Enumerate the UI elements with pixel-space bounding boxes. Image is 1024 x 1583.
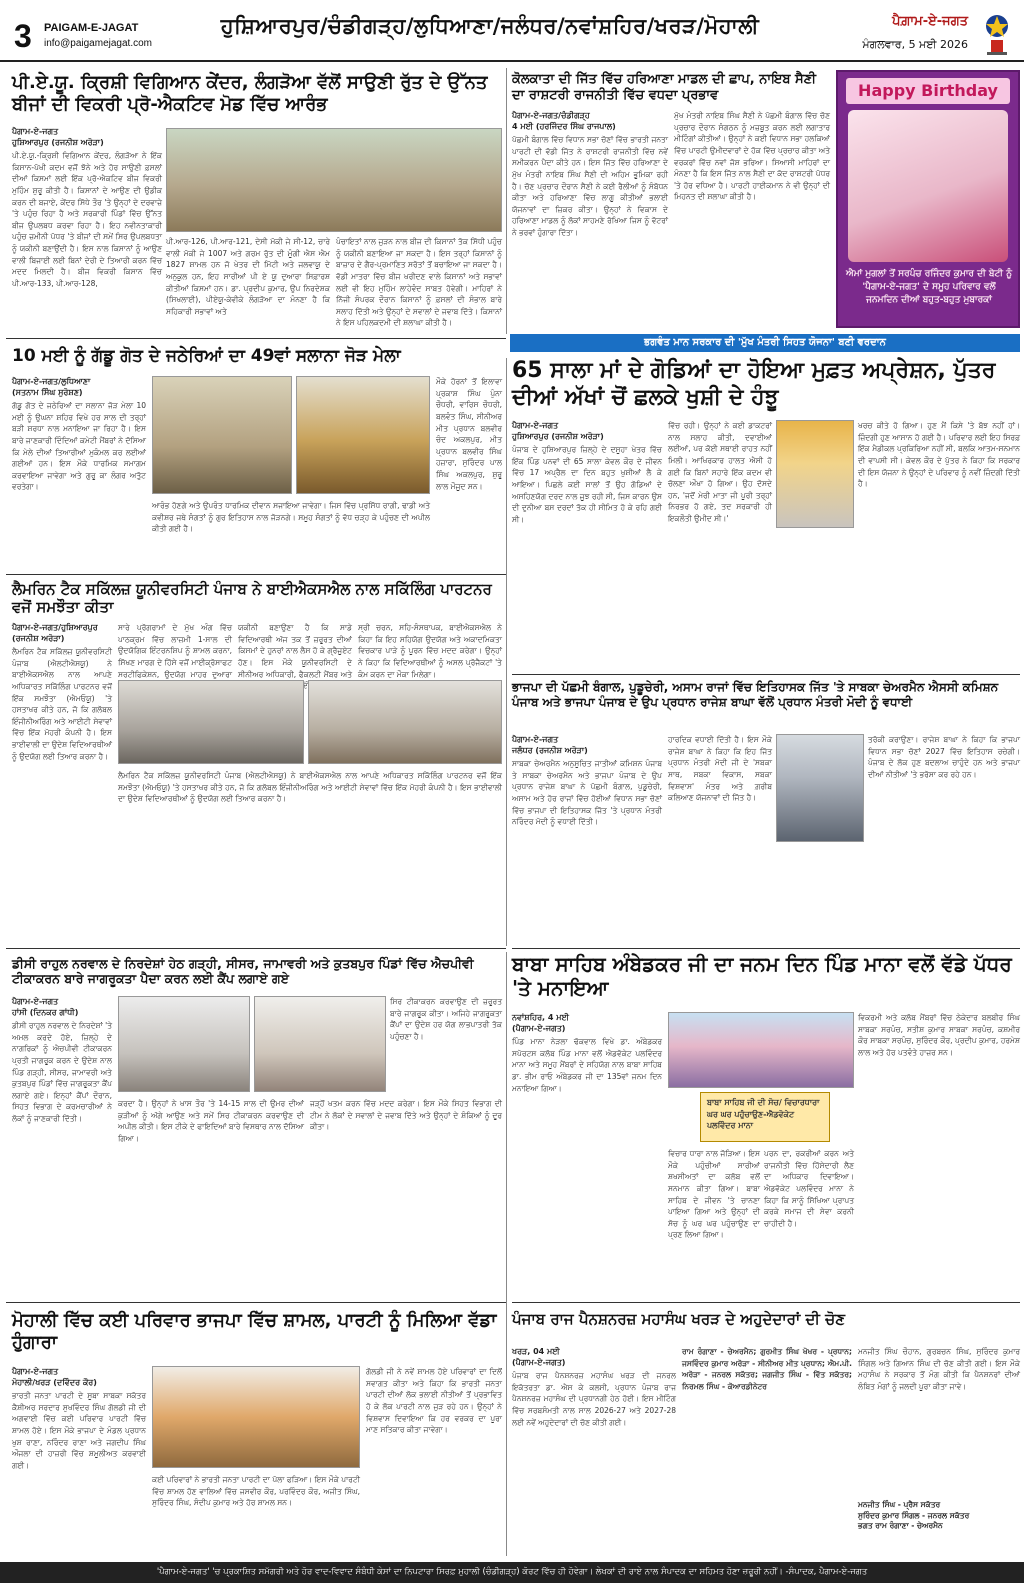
- gaddu-text-col1: ਗੱਡੂ ਗੋਤ ਦੇ ਜਠੇਰਿਆਂ ਦਾ ਸਲਾਨਾ ਜੋੜ ਮੇਲਾ 10 ਮਈ ਨੂੰ ਉਘਨਾ ਸ਼ਹਿਰ ਵਿਖੇ ਹਰ ਸਾਲ ਦੀ ਤਰ੍ਹਾਂ ਬੜੀ ਸ਼ਰਧਾ ਨਾਲ ਮਨਾਇਆ ਜਾ ਰਿਹਾ ਹੈ। ਇਸ ਬਾਰੇ ਜਾਣਕਾਰੀ ਦਿੰਦਿਆਂ ਕਮੇਟੀ ਮੈਂਬਰਾਂ ਨੇ ਦੱਸਿਆ ਕਿ ਮੇਲੇ ਦੀਆਂ ਤਿਆਰੀਆਂ ਮੁਕੰਮਲ ਕਰ ਲਈਆਂ ਗਈਆਂ ਹਨ। ਇਸ ਮੌਕੇ ਧਾਰਮਿਕ ਸਮਾਗਮ ਕਰਵਾਇਆ ਜਾਵੇਗਾ ਅਤੇ ਗੁਰੂ ਕਾ ਲੰਗਰ ਅਤੁੱਟ ਵਰਤੇਗਾ।: [12, 401, 146, 492]
- ambedkar-photo: [668, 1012, 854, 1088]
- logo-text: ਪੈਗ਼ਾਮ-ਏ-ਜਗਤ: [892, 14, 968, 29]
- dc-camp-headline: ਡੀਸੀ ਰਾਹੁਲ ਨਰਵਾਲ ਦੇ ਨਿਰਦੇਸ਼ਾਂ ਹੇਠ ਗੜ੍ਹੀ, ਸੀਸਰ, ਜਾਮਾਵਰੀ ਅਤੇ ਕੁਤਬਪੁਰ ਪਿੰਡਾਂ ਵਿੱਚ ਐਚਪੀਵੀ ਟੀਕਾਕਰਨ ਬਾਰੇ ਜਾਗਰੂਕਤਾ ਪੈਦਾ ਕਰਨ ਲਈ ਕੈਂਪ ਲਗਾਏ ਗਏ: [12, 956, 474, 987]
- operation-text-col2: ਵਿੱਚ ਰਹੀ। ਉਨ੍ਹਾਂ ਨੇ ਕਈ ਡਾਕਟਰਾਂ ਨਾਲ ਸਲਾਹ ਕੀਤੀ, ਦਵਾਈਆਂ ਲਈਆਂ, ਪਰ ਕੋਈ ਸਥਾਈ ਰਾਹਤ ਨਹੀਂ ਮਿਲੀ। ਆਖਿਰਕਾਰ ਹਾਲਤ ਐਸੀ ਹੋ ਗਈ ਕਿ ਬਿਨਾਂ ਸਹਾਰੇ ਇੱਕ ਕਦਮ ਵੀ ਚੱਲਣਾ ਔਖਾ ਹੋ ਗਿਆ। ਉਹ ਦੱਸਦੇ ਹਨ, 'ਜਦੋਂ ਮੇਰੀ ਮਾਤਾ ਜੀ ਪੂਰੀ ਤਰ੍ਹਾਂ ਨਿਰਭਰ ਹੋ ਗਏ, ਤਦ ਸਰਕਾਰੀ ਹੀ ਇਕਲੌਤੀ ਉਮੀਦ ਸੀ।': [668, 421, 772, 523]
- mohali-text-col1: ਭਾਰਤੀ ਜਨਤਾ ਪਾਰਟੀ ਦੇ ਸੂਬਾ ਸਾਬਕਾ ਸਕੱਤਰ ਕੈਸ਼ੀਅਰ ਸਰਦਾਰ ਸੁਖਵਿੰਦਰ ਸਿੰਘ ਗੋਲਡੀ ਜੀ ਦੀ ਅਗਵਾਈ ਵਿੱਚ ਕਈ ਪਰਿਵਾਰ ਪਾਰਟੀ ਵਿੱਚ ਸ਼ਾਮਲ ਹੋਏ। ਇਸ ਮੌਕੇ ਭਾਜਪਾ ਦੇ ਮੰਡਲ ਪ੍ਰਧਾਨ ਖੁਸ਼ ਰਾਣਾ, ਨਰਿੰਦਰ ਰਾਣਾ ਅਤੇ ਜਗਦੀਪ ਸਿੰਘ ਔਜਲਾ ਦੀ ਹਾਜ਼ਰੀ ਵਿੱਚ ਸ਼ਮੂਲੀਅਤ ਕਰਵਾਈ ਗਈ।: [12, 1391, 146, 1470]
- lamrin-headline: ਲੈਮਰਿਨ ਟੈਕ ਸਕਿੱਲਜ਼ ਯੂਨੀਵਰਸਿਟੀ ਪੰਜਾਬ ਨੇ ਬਾਈਐਕਸਐਲ ਨਾਲ ਸਕਿੱਲਿੰਗ ਪਾਰਟਨਰ ਵਜੋਂ ਸਮਝੌਤਾ ਕੀਤਾ: [12, 580, 492, 617]
- section-divider: [512, 674, 1020, 675]
- dc-camp-text-col3: ਜੜ੍ਹੋਂ ਖਤਮ ਕਰਨ ਵਿੱਚ ਮਦਦ ਕਰੇਗਾ। ਇਸ ਮੌਕੇ ਸਿਹਤ ਵਿਭਾਗ ਦੀ ਟੀਮ ਨੇ ਲੋਕਾਂ ਦੇ ਸਵਾਲਾਂ ਦੇ ਜਵਾਬ ਦਿੱਤੇ ਅਤੇ ਉਨ੍ਹਾਂ ਦੇ ਸ਼ੰਕਿਆਂ ਨੂੰ ਦੂਰ ਕੀਤਾ।: [310, 1099, 502, 1132]
- pensioners-signatories: ਮਨਜੀਤ ਸਿੰਘ - ਪ੍ਰੈਸ ਸਕੱਤਰ ਸੁਰਿੰਦਰ ਕੁਮਾਰ ਸਿੰਗਲ - ਜਨਰਲ ਸਕੱਤਰ ਭਗਤ ਰਾਮ ਰੰਗਾਣਾ - ਚੇਅਰਮੈਨ: [858, 1500, 970, 1530]
- mohali-headline: ਮੋਹਾਲੀ ਵਿੱਚ ਕਈ ਪਰਿਵਾਰ ਭਾਜਪਾ ਵਿੱਚ ਸ਼ਾਮਲ, ਪਾਰਟੀ ਨੂੰ ਮਿਲਿਆ ਵੱਡਾ ਹੁੰਗਾਰਾ: [12, 1310, 497, 1353]
- lamrin-photo-1: [118, 680, 304, 764]
- lamrin-text-col4: ਸ੍ਰੀ ਚਰਨ, ਸਹਿ-ਸੰਸਥਾਪਕ, ਬਾਈਐਕਸਐਲ ਨੇ ਕਿਹਾ ਕਿ ਇਹ ਸਹਿਯੋਗ ਉਦਯੋਗ ਅਤੇ ਅਕਾਦਮਿਕਤਾ ਵਿਚਕਾਰ ਪਾੜੇ ਨੂੰ ਪੂਰਨ ਵਿੱਚ ਮਦਦ ਕਰੇਗਾ। ਉਨ੍ਹਾਂ ਨੇ ਕਿਹਾ ਕਿ ਵਿਦਿਆਰਥੀਆਂ ਨੂੰ ਅਸਲ ਪ੍ਰੋਜੈਕਟਾਂ 'ਤੇ ਕੰਮ ਕਰਨ ਦਾ ਮੌਕਾ ਮਿਲੇਗਾ।: [358, 623, 502, 679]
- pensioners-byline: ਖਰੜ, 04 ਮਈ (ਪੈਗਾਮ-ਏ-ਜਗਤ): [512, 1347, 566, 1368]
- gaddu-text-col3: ਮੌਕੇ ਹੋਰਨਾਂ ਤੋਂ ਇਲਾਵਾ ਪ੍ਰਕਾਸ਼ ਸਿੰਘ ਪੁੰਨਾ ਚੌਧਰੀ, ਵਾਰਿਸ ਚੌਧਰੀ, ਬਲਵੰਤ ਸਿੰਘ, ਸੀਨੀਅਰ ਮੀਤ ਪ੍ਰਧਾਨ ਬਲਵੀਰ ਚੰਦ ਅਕਲਪੁਰ, ਮੀਤ ਪ੍ਰਧਾਨ ਬਲਵੀਰ ਸਿੰਘ ਹਜ਼ਾਰਾ, ਸੁਰਿੰਦਰ ਪਾਲ ਸਿੰਘ ਅਕਲਪੁਰ, ਸ਼ੁਰੂ ਲਾਲ ਮੌਜੂਦ ਸਨ।: [436, 377, 502, 491]
- operation-text-col3: ਖਰਚ ਕੀਤੇ ਹੋ ਗਿਆ। ਹੁਣ ਮੈਂ ਕਿਸੇ 'ਤੇ ਬੋਝ ਨਹੀਂ ਹਾਂ। ਜ਼ਿੰਦਗੀ ਹੁਣ ਆਸਾਨ ਹੋ ਗਈ ਹੈ। ਪਰਿਵਾਰ ਲਈ ਇਹ ਸਿਰਫ਼ ਇੱਕ ਮੈਡੀਕਲ ਪ੍ਰਕਿਰਿਆ ਨਹੀਂ ਸੀ, ਬਲਕਿ ਆਤਮ-ਸਨਮਾਨ ਦੀ ਵਾਪਸੀ ਸੀ। ਕੇਵਲ ਕੌਰ ਦੇ ਪੁੱਤਰ ਨੇ ਕਿਹਾ ਕਿ ਸਰਕਾਰ ਦੀ ਇਸ ਯੋਜਨਾ ਨੇ ਉਨ੍ਹਾਂ ਦੇ ਪਰਿਵਾਰ ਨੂੰ ਨਵੀਂ ਜ਼ਿੰਦਗੀ ਦਿੱਤੀ ਹੈ।: [858, 421, 1020, 489]
- pau-text-col2: ਪੀ.ਆਰ-126, ਪੀ.ਆਰ-121, ਦੇਸੀ ਮੱਕੀ ਜੇ ਸੀ-12, ਚਾਰੇ ਵਾਲੀ ਮੱਕੀ ਜੇ 1007 ਅਤੇ ਗਰਮ ਰੁੱਤ ਦੀ ਮੂੰਗੀ ਐਸ ਐਮ 1827 ਸ਼ਾਮਲ ਹਨ ਜੋ ਖੇਤਰ ਦੀ ਮਿੱਟੀ ਅਤੇ ਜਲਵਾਯੂ ਦੇ ਅਨੁਕੂਲ ਹਨ, ਇਹ ਸਾਰੀਆਂ ਪੀ ਏ ਯੂ ਦੁਆਰਾ ਸਿਫ਼ਾਰਸ਼ ਕੀਤੀਆਂ ਕਿਸਮਾਂ ਹਨ। ਡਾ. ਪ੍ਰਦੀਪ ਕੁਮਾਰ, ਉਪ ਨਿਰਦੇਸ਼ਕ (ਸਿਖਲਾਈ), ਪੀਏਯੂ-ਕੇਵੀਕੇ ਲੰਗੜੋਆ ਦਾ ਮੰਨਣਾ ਹੈ ਕਿ ਸਹਿਕਾਰੀ ਸਭਾਵਾਂ ਅਤੇ: [166, 237, 330, 316]
- dc-camp-text-col1: ਡੀਸੀ ਰਾਹੁਲ ਨਰਵਾਲ ਦੇ ਨਿਰਦੇਸ਼ਾਂ 'ਤੇ ਅਮਲ ਕਰਦੇ ਹੋਏ, ਜ਼ਿਲ੍ਹੇ ਦੇ ਨਾਗਰਿਕਾਂ ਨੂੰ ਐਚਪੀਵੀ ਟੀਕਾਕਰਨ ਪ੍ਰਤੀ ਜਾਗਰੂਕ ਕਰਨ ਦੇ ਉਦੇਸ਼ ਨਾਲ ਪਿੰਡ ਗੜ੍ਹੀ, ਸੀਸਰ, ਜਾਮਾਵਰੀ ਅਤੇ ਕੁਤਬਪੁਰ ਪਿੰਡਾਂ ਵਿੱਚ ਜਾਗਰੂਕਤਾ ਕੈਂਪ ਲਗਾਏ ਗਏ। ਇਨ੍ਹਾਂ ਕੈਂਪਾਂ ਦੌਰਾਨ, ਸਿਹਤ ਵਿਭਾਗ ਦੇ ਕਰਮਚਾਰੀਆਂ ਨੇ ਲੋਕਾਂ ਨੂੰ ਜਾਣਕਾਰੀ ਦਿੱਤੀ।: [12, 1021, 112, 1123]
- section-divider: [6, 1302, 506, 1303]
- pensioners-office-list: ਰਾਮ ਰੰਗਾਣਾ - ਚੇਅਰਮੈਨ; ਗੁਰਮੀਤ ਸਿੰਘ ਖੋਖਰ - ਪ੍ਰਧਾਨ; ਜਸਵਿੰਦਰ ਕੁਮਾਰ ਅਰੋੜਾ - ਸੀਨੀਅਰ ਮੀਤ ਪ੍ਰਧਾਨ; ਐਮ.ਪੀ. ਅਰੋੜਾ - ਜਨਰਲ ਸਕੱਤਰ; ਜਗਜੀਤ ਸਿੰਘ - ਵਿੱਤ ਸਕੱਤਰ; ਨਿਰਮਲ ਸਿੰਘ - ਕੋਆਰਡੀਨੇਟਰ: [682, 1347, 852, 1391]
- mohali-byline: ਪੈਗਾਮ-ਏ-ਜਗਤ ਮੋਹਾਲੀ/ਖਰੜ (ਦਵਿੰਦਰ ਕੌਰ): [12, 1367, 97, 1388]
- section-divider: [512, 948, 1020, 949]
- lamrin-photo-2: [308, 680, 502, 764]
- ambedkar-text-col2: ਵਿਚਾਰ ਧਾਰਾ ਨਾਲ ਜੋੜਿਆ। ਇਸ ਮੌਕੇ ਪਹੁੰਚੀਆਂ ਸਾਰੀਆਂ ਸ਼ਖਸੀਅਤਾਂ ਦਾ ਕਲੱਬ ਵਲੋਂ ਸਨਮਾਨ ਕੀਤਾ ਗਿਆ। ਬਾਬਾ ਸਾਹਿਬ ਦੇ ਜੀਵਨ 'ਤੇ ਚਾਨਣਾ ਪਾਇਆ ਗਿਆ ਅਤੇ ਉਨ੍ਹਾਂ ਦੀ ਸੋਚ ਨੂੰ ਘਰ ਘਰ ਪਹੁੰਚਾਉਣ ਦਾ ਪ੍ਰਣ ਲਿਆ ਗਿਆ।: [668, 1149, 760, 1240]
- masthead: [0, 0, 1024, 62]
- legal-footer: 'ਪੈਗਾਮ-ਏ-ਜਗਤ' 'ਚ ਪ੍ਰਕਾਸ਼ਿਤ ਸਮੱਗਰੀ ਅਤੇ ਹੋਰ ਵਾਦ-ਵਿਵਾਦ ਸੰਬੰਧੀ ਕੇਸਾਂ ਦਾ ਨਿਪਟਾਰਾ ਸਿਰਫ਼ ਮੁਹਾਲੀ (ਚੰਡੀਗੜ੍ਹ) ਕੋਰਟ ਵਿੱਚ ਹੀ ਹੋਵੇਗਾ। ਲੇਖਕਾਂ ਦੀ ਰਾਏ ਨਾਲ ਸੰਪਾਦਕ ਦਾ ਸਹਿਮਤ ਹੋਣਾ ਜ਼ਰੂਰੀ ਨਹੀਂ। -ਸੰਪਾਦਕ, ਪੈਗਾਮ-ਏ-ਜਗਤ: [0, 1562, 1024, 1583]
- pau-photo: [166, 128, 502, 232]
- section-divider: [6, 574, 506, 575]
- newspaper-emblem-icon: [978, 10, 1016, 56]
- dc-camp-photo-1: [118, 996, 250, 1092]
- gaddu-headline: 10 ਮਈ ਨੂੰ ਗੱਡੂ ਗੋਤ ਦੇ ਜਠੇਰਿਆਂ ਦਾ 49ਵਾਂ ਸਲਾਨਾ ਜੋੜ ਮੇਲਾ: [12, 346, 401, 366]
- gaddu-text-col2: ਆਰੰਭ ਹੋਣਗੇ ਅਤੇ ਉਪਰੰਤ ਧਾਰਮਿਕ ਦੀਵਾਨ ਸਜਾਇਆ ਜਾਵੇਗਾ। ਜਿਸ ਵਿੱਚ ਪ੍ਰਸਿੱਧ ਰਾਗੀ, ਢਾਡੀ ਅਤੇ ਕਵੀਸ਼ਰ ਜਥੇ ਸੰਗਤਾਂ ਨੂੰ ਗੁਰ ਇਤਿਹਾਸ ਨਾਲ ਜੋੜਨਗੇ। ਸਮੂਹ ਸੰਗਤਾਂ ਨੂੰ ਵੱਧ ਚੜ੍ਹ ਕੇ ਪਹੁੰਚਣ ਦੀ ਅਪੀਲ ਕੀਤੀ ਗਈ ਹੈ।: [152, 501, 430, 534]
- dc-camp-photo-2: [254, 996, 386, 1092]
- dc-camp-text-col4: ਸਿਰ ਟੀਕਾਕਰਨ ਕਰਵਾਉਣ ਦੀ ਜ਼ਰੂਰਤ ਬਾਰੇ ਜਾਗਰੂਕ ਕੀਤਾ। ਅਜਿਹੇ ਜਾਗਰੂਕਤਾ ਕੈਂਪਾਂ ਦਾ ਉਦੇਸ਼ ਹਰ ਯੋਗ ਲਾਭਪਾਤਰੀ ਤੱਕ ਪਹੁੰਚਣਾ ਹੈ।: [390, 997, 502, 1041]
- scheme-banner: ਭਗਵੰਤ ਮਾਨ ਸਰਕਾਰ ਦੀ 'ਮੁੱਖ ਮੰਤਰੀ ਸਿਹਤ ਯੋਜਨਾ' ਬਣੀ ਵਰਦਾਨ: [510, 334, 1020, 352]
- dc-camp-text-col2: ਕਰਦਾ ਹੈ। ਉਨ੍ਹਾਂ ਨੇ ਖਾਸ ਤੌਰ 'ਤੇ 14-15 ਸਾਲ ਦੀ ਉਮਰ ਦੀਆਂ ਕੁੜੀਆਂ ਨੂੰ ਅੱਗੇ ਆਉਣ ਅਤੇ ਸਮੇਂ ਸਿਰ ਟੀਕਾਕਰਨ ਕਰਵਾਉਣ ਦੀ ਅਪੀਲ ਕੀਤੀ। ਇਸ ਟੀਕੇ ਦੇ ਫਾਇਦਿਆਂ ਬਾਰੇ ਵਿਸਥਾਰ ਨਾਲ ਦੱਸਿਆ ਗਿਆ।: [118, 1099, 304, 1143]
- lamrin-text-col2: ਸਾਰੇ ਪ੍ਰੋਗਰਾਮਾਂ ਦੇ ਮੁੱਖ ਅੰਗ ਵਿੱਚ ਪਾਠਕ੍ਰਮ ਵਿੱਚ ਲਾਜ਼ਮੀ 1-ਸਾਲ ਦੀ ਉਦਯੋਗਿਕ ਇੰਟਰਨਸ਼ਿਪ ਨੂੰ ਸ਼ਾਮਲ ਕਰਨਾ, ਸਿੱਖਣ ਮਾਰਗ ਦੇ ਹਿੱਸੇ ਵਜੋਂ ਮਾਈਕ੍ਰੋਸਾਫਟ ਸਰਟੀਫਿਕੇਸ਼ਨ, ਉਦਯੋਗ ਮਾਹਰ ਦੁਆਰਾ: [118, 623, 232, 679]
- bjp-byline: ਪੈਗਾਮ-ਏ-ਜਗਤ ਜਲੰਧਰ (ਰਜਨੀਸ਼ ਅਰੋੜਾ): [512, 735, 588, 756]
- pau-text-col1: ਪੀ.ਏ.ਯੂ.-ਕ੍ਰਿਸ਼ੀ ਵਿਗਿਆਨ ਕੇਂਦਰ, ਲੰਗੜੋਆ ਨੇ ਇੱਕ ਕਿਸਾਨ-ਪੱਖੀ ਕਦਮ ਵਜੋਂ ਝੋਨੇ ਅਤੇ ਹੋਰ ਸਾਉਣੀ ਫ਼ਸਲਾਂ ਦੀਆਂ ਕਿਸਮਾਂ ਲਈ ਇੱਕ ਪ੍ਰੋ-ਐਕਟਿਵ ਬੀਜ ਵਿਕਰੀ ਮੁਹਿੰਮ ਸ਼ੁਰੂ ਕੀਤੀ ਹੈ। ਕਿਸਾਨਾਂ ਦੇ ਆਉਣ ਦੀ ਉਡੀਕ ਕਰਨ ਦੀ ਬਜਾਏ, ਕੇਂਦਰ ਸਿੱਧੇ ਤੌਰ 'ਤੇ ਉਨ੍ਹਾਂ ਦੇ ਦਰਵਾਜ਼ੇ 'ਤੇ ਪਹੁੰਚ ਰਿਹਾ ਹੈ ਅਤੇ ਸਰਕਾਰੀ ਪਿੰਡਾਂ ਵਿੱਚ ਉੱਨਤ ਬੀਜ ਉਪਲਬਧ ਕਰਵਾ ਰਿਹਾ ਹੈ। ਇਹ ਨਵੀਨਤਾਕਾਰੀ ਪਹੁੰਚ ਜ਼ਮੀਨੀ ਪੱਧਰ 'ਤੇ ਬੀਜਾਂ ਦੀ ਸਮੇਂ ਸਿਰ ਉਪਲਬਧਤਾ ਨੂੰ ਯਕੀਨੀ ਬਣਾਉਂਦੀ ਹੈ। ਇਸ ਨਾਲ ਕਿਸਾਨਾਂ ਨੂੰ ਆਉਣ ਵਾਲੀ ਬਿਜਾਈ ਲਈ ਬਿਨਾਂ ਦੇਰੀ ਦੇ ਤਿਆਰੀ ਕਰਨ ਵਿੱਚ ਮਦਦ ਮਿਲਦੀ ਹੈ। ਬੀਜ ਵਿਕਰੀ ਕਿਸਾਨ ਵਿੱਚ ਪੀ.ਆਰ-133, ਪੀ.ਆਰ-128,: [12, 151, 162, 288]
- paper-name: PAIGAM-E-JAGAT: [44, 22, 139, 34]
- column-divider: [506, 952, 507, 1556]
- gaddu-photo-1: [152, 376, 292, 494]
- birthday-photo: [848, 110, 1008, 262]
- section-divider: [6, 948, 506, 949]
- issue-date: ਮੰਗਲਵਾਰ, 5 ਮਈ 2026: [862, 38, 968, 51]
- kolkata-headline: ਕੋਲਕਾਤਾ ਦੀ ਜਿੱਤ ਵਿੱਚ ਹਰਿਆਣਾ ਮਾਡਲ ਦੀ ਛਾਪ, ਨਾਇਬ ਸੈਣੀ ਦਾ ਰਾਸ਼ਟਰੀ ਰਾਜਨੀਤੀ ਵਿੱਚ ਵਧਦਾ ਪ੍ਰਭਾਵ: [512, 72, 817, 103]
- lamrin-text-body: ਲੈਮਰਿਨ ਟੈਕ ਸਕਿੱਲਜ਼ ਯੂਨੀਵਰਸਿਟੀ ਪੰਜਾਬ (ਐਲਟੀਐਸਯੂ) ਨੇ ਬਾਈਐਕਸਐਲ ਨਾਲ ਆਪਣੇ ਅਧਿਕਾਰਤ ਸਕਿੱਲਿੰਗ ਪਾਰਟਨਰ ਵਜੋਂ ਇੱਕ ਸਮਝੌਤਾ (ਐਮਓਯੂ) 'ਤੇ ਹਸਤਾਖਰ ਕੀਤੇ ਹਨ, ਜੋ ਕਿ ਗਲੋਬਲ ਇੰਜੀਨੀਅਰਿੰਗ ਅਤੇ ਆਈਟੀ ਸੇਵਾਵਾਂ ਵਿੱਚ ਇੱਕ ਮੋਹਰੀ ਕੰਪਨੀ ਹੈ। ਇਸ ਭਾਈਵਾਲੀ ਦਾ ਉਦੇਸ਼ ਵਿਦਿਆਰਥੀਆਂ ਨੂੰ ਉਦਯੋਗ ਲਈ ਤਿਆਰ ਕਰਨਾ ਹੈ।: [118, 771, 502, 804]
- page-number: 3: [14, 18, 32, 54]
- mohali-photo: [152, 1366, 360, 1468]
- ambedkar-quote-box: ਬਾਬਾ ਸਾਹਿਬ ਜੀ ਦੀ ਸੋਚ/ ਵਿਚਾਰਧਾਰਾ ਘਰ ਘਰ ਪਹੁੰਚਾਉਣ-ਐਡਵੋਕੇਟ ਪਲਵਿੰਦਰ ਮਾਨਾ: [700, 1092, 830, 1142]
- lamrin-text-col1: ਲੈਮਰਿਨ ਟੈਕ ਸਕਿੱਲਜ਼ ਯੂਨੀਵਰਸਿਟੀ ਪੰਜਾਬ (ਐਲਟੀਐਸਯੂ) ਨੇ ਬਾਈਐਕਸਐਲ ਨਾਲ ਆਪਣੇ ਅਧਿਕਾਰਤ ਸਕਿੱਲਿੰਗ ਪਾਰਟਨਰ ਵਜੋਂ ਇੱਕ ਸਮਝੌਤਾ (ਐਮਓਯੂ) 'ਤੇ ਹਸਤਾਖਰ ਕੀਤੇ ਹਨ, ਜੋ ਕਿ ਗਲੋਬਲ ਇੰਜੀਨੀਅਰਿੰਗ ਅਤੇ ਆਈਟੀ ਸੇਵਾਵਾਂ ਵਿੱਚ ਇੱਕ ਮੋਹਰੀ ਕੰਪਨੀ ਹੈ। ਇਸ ਭਾਈਵਾਲੀ ਦਾ ਉਦੇਸ਼ ਵਿਦਿਆਰਥੀਆਂ ਨੂੰ ਉਦਯੋਗ ਲਈ ਤਿਆਰ ਕਰਨਾ ਹੈ।: [12, 647, 113, 761]
- bjp-headline: ਭਾਜਪਾ ਦੀ ਪੱਛਮੀ ਬੰਗਾਲ, ਪੁਡੂਚੇਰੀ, ਅਸਾਮ ਰਾਜਾਂ ਵਿੱਚ ਇਤਿਹਾਸਕ ਜਿੱਤ 'ਤੇ ਸਾਬਕਾ ਚੇਅਰਮੈਨ ਐਸਸੀ ਕਮਿਸ਼ਨ ਪੰਜਾਬ ਅਤੇ ਭਾਜਪਾ ਪੰਜਾਬ ਦੇ ਉਪ ਪ੍ਰਧਾਨ ਰਾਜੇਸ਼ ਬਾਘਾ ਵੱਲੋਂ ਪ੍ਰਧਾਨ ਮੰਤਰੀ ਮੋਦੀ ਨੂੰ ਵਧਾਈ: [512, 680, 999, 709]
- kolkata-byline: ਪੈਗਾਮ-ਏ-ਜਗਤ/ਚੰਡੀਗੜ੍ਹ 4 ਮਈ (ਹਰਜਿੰਦਰ ਸਿੰਘ ਰਾਜਪਾਲ): [512, 111, 616, 132]
- city-list: ਹੁਸ਼ਿਆਰਪੁਰ/ਚੰਡੀਗੜ੍ਹ/ਲੁਧਿਆਣਾ/ਜਲੰਧਰ/ਨਵਾਂਸ਼ਹਿਰ/ਖਰੜ/ਮੋਹਾਲੀ: [220, 14, 760, 38]
- birthday-box: [836, 70, 1020, 328]
- section-divider: [512, 1302, 1020, 1303]
- ambedkar-text-col4: ਵਿਕਰਮੀ ਅਤੇ ਕਲੱਬ ਮੈਂਬਰਾਂ ਵਿੱਚ ਠੇਕੇਦਾਰ ਬਲਬੀਰ ਸਿੰਘ ਸਾਬਕਾ ਸਰਪੰਚ, ਸਤੀਸ਼ ਕੁਮਾਰ ਸਾਬਕਾ ਸਰਪੰਚ, ਕਸ਼ਮੀਰ ਕੌਰ ਸਾਬਕਾ ਸਰਪੰਚ, ਸੁਰਿੰਦਰ ਕੌਰ, ਪ੍ਰਦੀਪ ਕੁਮਾਰ, ਹਰਮੇਸ਼ ਲਾਲ ਅਤੇ ਹੋਰ ਪਤਵੰਤੇ ਹਾਜ਼ਰ ਸਨ।: [858, 1013, 1020, 1057]
- section-divider: [6, 338, 506, 339]
- operation-headline: 65 ਸਾਲਾ ਮਾਂ ਦੇ ਗੋਡਿਆਂ ਦਾ ਹੋਇਆ ਮੁਫ਼ਤ ਅਪ੍ਰੇਸ਼ਨ, ਪੁੱਤਰ ਦੀਆਂ ਅੱਖਾਂ ਚੋਂ ਛਲਕੇ ਖੁਸ਼ੀ ਦੇ ਹੰਝੂ: [512, 358, 996, 410]
- ambedkar-text-col1: ਪਿੰਡ ਮਾਨਾ ਨੇੜਲਾ ਢੱਕਵਾਲ ਵਿਖੇ ਡਾ. ਅੰਬੇਡਕਰ ਸਪੋਰਟਸ ਕਲੱਬ ਪਿੰਡ ਮਾਨਾ ਵਲੋਂ ਐਡਵੋਕੇਟ ਪਲਵਿੰਦਰ ਮਾਨਾ ਅਤੇ ਸਮੂਹ ਮੈਂਬਰਾਂ ਦੇ ਸਹਿਯੋਗ ਨਾਲ ਬਾਬਾ ਸਾਹਿਬ ਡਾ. ਭੀਮ ਰਾਓ ਅੰਬੇਡਕਰ ਜੀ ਦਾ 135ਵਾਂ ਜਨਮ ਦਿਨ ਮਨਾਇਆ ਗਿਆ।: [512, 1037, 662, 1093]
- kolkata-text-col1: ਪੱਛਮੀ ਬੰਗਾਲ ਵਿੱਚ ਵਿਧਾਨ ਸਭਾ ਚੋਣਾਂ ਵਿੱਚ ਭਾਰਤੀ ਜਨਤਾ ਪਾਰਟੀ ਦੀ ਵੱਡੀ ਜਿੱਤ ਨੇ ਰਾਸ਼ਟਰੀ ਰਾਜਨੀਤੀ ਵਿੱਚ ਨਵੇਂ ਸਮੀਕਰਨ ਪੈਦਾ ਕੀਤੇ ਹਨ। ਇਸ ਜਿੱਤ ਵਿੱਚ ਹਰਿਆਣਾ ਦੇ ਮੁੱਖ ਮੰਤਰੀ ਨਾਇਬ ਸਿੰਘ ਸੈਣੀ ਦੀ ਅਹਿਮ ਭੂਮਿਕਾ ਰਹੀ ਹੈ। ਚੋਣ ਪ੍ਰਚਾਰ ਦੌਰਾਨ ਸੈਣੀ ਨੇ ਕਈ ਰੈਲੀਆਂ ਨੂੰ ਸੰਬੋਧਨ ਕੀਤਾ ਅਤੇ ਹਰਿਆਣਾ ਵਿੱਚ ਲਾਗੂ ਕੀਤੀਆਂ ਭਲਾਈ ਯੋਜਨਾਵਾਂ ਦਾ ਜ਼ਿਕਰ ਕੀਤਾ। ਉਨ੍ਹਾਂ ਨੇ ਵਿਕਾਸ ਦੇ ਹਰਿਆਣਾ ਮਾਡਲ ਨੂੰ ਲੋਕਾਂ ਸਾਹਮਣੇ ਰੱਖਿਆ ਜਿਸ ਨੂੰ ਵੋਟਰਾਂ ਨੇ ਭਰਵਾਂ ਹੁੰਗਾਰਾ ਦਿੱਤਾ।: [512, 135, 668, 237]
- operation-byline: ਪੈਗਾਮ-ਏ-ਜਗਤ ਹੁਸ਼ਿਆਰਪੁਰ (ਰਜਨੀਸ਼ ਅਰੋੜਾ): [512, 421, 604, 442]
- ambedkar-headline: ਬਾਬਾ ਸਾਹਿਬ ਅੰਬੇਡਕਰ ਜੀ ਦਾ ਜਨਮ ਦਿਨ ਪਿੰਡ ਮਾਨਾ ਵਲੋਂ ਵੱਡੇ ਪੱਧਰ 'ਤੇ ਮਨਾਇਆ: [512, 952, 1012, 1001]
- lamrin-byline: ਪੈਗਾਮ-ਏ-ਜਗਤ/ਹੁਸ਼ਿਆਰਪੁਰ (ਰਜਨੀਸ਼ ਅਰੋੜਾ): [12, 623, 98, 644]
- paper-email[interactable]: info@paigamejagat.com: [44, 38, 152, 49]
- ambedkar-text-col3: ਪਰਨ ਦਾ, ਰਕਰੀਆਂ ਕਰਨ ਅਤੇ ਰਾਜਨੀਤੀ ਵਿੱਚ ਹਿੱਸੇਦਾਰੀ ਲੈਣ ਦਾ ਅਧਿਕਾਰ ਦਿਵਾਇਆ। ਐਡਵੋਕੇਟ ਪਲਵਿੰਦਰ ਮਾਨਾ ਨੇ ਕਿਹਾ ਕਿ ਸਾਨੂੰ ਸਿੱਖਿਆ ਪ੍ਰਾਪਤ ਕਰਕੇ ਸਮਾਜ ਦੀ ਸੇਵਾ ਕਰਨੀ ਚਾਹੀਦੀ ਹੈ।: [764, 1149, 854, 1228]
- column-divider: [506, 358, 507, 946]
- pau-headline: ਪੀ.ਏ.ਯੂ. ਕ੍ਰਿਸ਼ੀ ਵਿਗਿਆਨ ਕੇਂਦਰ, ਲੰਗੜੋਆ ਵੱਲੋਂ ਸਾਉਣੀ ਰੁੱਤ ਦੇ ਉੱਨਤ ਬੀਜਾਂ ਦੀ ਵਿਕਰੀ ਪ੍ਰੋ-ਐਕਟਿਵ ਮੋਡ ਵਿੱਚ ਆਰੰਭ: [12, 72, 488, 115]
- operation-text-col1: ਪੰਜਾਬ ਦੇ ਹੁਸ਼ਿਆਰਪੁਰ ਜ਼ਿਲ੍ਹੇ ਦੇ ਦਸੂਹਾ ਖੇਤਰ ਵਿੱਚ ਇੱਕ ਪਿੰਡ ਪਨਵਾਂ ਦੀ 65 ਸਾਲਾ ਕੇਵਲ ਕੌਰ ਦੇ ਜੀਵਨ ਵਿੱਚ 17 ਅਪ੍ਰੈਲ ਦਾ ਦਿਨ ਬਹੁਤ ਖੁਸ਼ੀਆਂ ਲੈ ਕੇ ਆਇਆ। ਪਿਛਲੇ ਕਈ ਸਾਲਾਂ ਤੋਂ ਉਹ ਗੋਡਿਆਂ ਦੇ ਅਸਹਿਣਯੋਗ ਦਰਦ ਨਾਲ ਜੂਝ ਰਹੀ ਸੀ, ਜਿਸ ਕਾਰਨ ਉਸ ਦੀ ਦੁਨੀਆ ਬਸ ਦਰਦਾਂ ਤੱਕ ਹੀ ਸੀਮਿਤ ਹੋ ਕੇ ਰਹਿ ਗਈ ਸੀ।: [512, 445, 662, 524]
- birthday-message: ਐਮਾਂ ਮੁਗਲਾਂ ਤੋਂ ਸਰਪੰਚ ਰਜਿੰਦਰ ਕੁਮਾਰ ਦੀ ਬੇਟੀ ਨੂੰ 'ਪੈਗਾਮ-ਏ-ਜਗਤ' ਦੇ ਸਮੂਹ ਪਰਿਵਾਰ ਵਲੋਂ ਜਨਮਦਿਨ ਦੀਆਂ ਬਹੁਤ-ਬਹੁਤ ਮੁਬਾਰਕਾਂ: [846, 269, 1012, 306]
- dc-camp-byline: ਪੈਗਾਮ-ਏ-ਜਗਤ ਹਾਂਸੀ (ਦਿਨਕਰ ਗਾਂਧੀ): [12, 997, 79, 1018]
- kolkata-text-col2: ਮੁੱਖ ਮੰਤਰੀ ਨਾਇਬ ਸਿੰਘ ਸੈਣੀ ਨੇ ਪੱਛਮੀ ਬੰਗਾਲ ਵਿੱਚ ਚੋਣ ਪ੍ਰਚਾਰ ਦੌਰਾਨ ਸੰਗਠਨ ਨੂੰ ਮਜ਼ਬੂਤ ਕਰਨ ਲਈ ਲਗਾਤਾਰ ਮੀਟਿੰਗਾਂ ਕੀਤੀਆਂ। ਉਨ੍ਹਾਂ ਨੇ ਕਈ ਵਿਧਾਨ ਸਭਾ ਹਲਕਿਆਂ ਵਿੱਚ ਪਾਰਟੀ ਉਮੀਦਵਾਰਾਂ ਦੇ ਹੱਕ ਵਿੱਚ ਪ੍ਰਚਾਰ ਕੀਤਾ ਅਤੇ ਵਰਕਰਾਂ ਵਿੱਚ ਨਵਾਂ ਜੋਸ਼ ਭਰਿਆ। ਸਿਆਸੀ ਮਾਹਿਰਾਂ ਦਾ ਮੰਨਣਾ ਹੈ ਕਿ ਇਸ ਜਿੱਤ ਨਾਲ ਸੈਣੀ ਦਾ ਕੱਦ ਰਾਸ਼ਟਰੀ ਪੱਧਰ 'ਤੇ ਹੋਰ ਵਧਿਆ ਹੈ। ਪਾਰਟੀ ਹਾਈਕਮਾਨ ਨੇ ਵੀ ਉਨ੍ਹਾਂ ਦੀ ਮਿਹਨਤ ਦੀ ਸ਼ਲਾਘਾ ਕੀਤੀ ਹੈ।: [674, 111, 830, 202]
- lamrin-text-col3: ਯਕੀਨੀ ਬਣਾਉਣਾ ਹੈ ਕਿ ਸਾਡੇ ਵਿਦਿਆਰਥੀ ਅੱਜ ਤਕ ਤੋਂ ਜ਼ਰੂਰਤ ਦੀਆਂ ਕਿਸਮਾਂ ਦੇ ਹੁਨਰਾਂ ਨਾਲ ਲੈਸ ਹੋ ਕੇ ਗ੍ਰੈਜੂਏਟ ਹੋਣ। ਇਸ ਮੌਕੇ ਯੂਨੀਵਰਸਿਟੀ ਦੇ ਸੀਨੀਅਰ ਅਧਿਕਾਰੀ, ਫੈਕਲਟੀ ਮੈਂਬਰ ਅਤੇ: [238, 623, 352, 679]
- bjp-text-col2: ਹਾਰਦਿਕ ਵਧਾਈ ਦਿੱਤੀ ਹੈ। ਇਸ ਮੌਕੇ ਰਾਜੇਸ਼ ਬਾਘਾ ਨੇ ਕਿਹਾ ਕਿ ਇਹ ਜਿੱਤ ਪ੍ਰਧਾਨ ਮੰਤਰੀ ਮੋਦੀ ਜੀ ਦੇ 'ਸਬਕਾ ਸਾਥ, ਸਬਕਾ ਵਿਕਾਸ, ਸਬਕਾ ਵਿਸ਼ਵਾਸ' ਮੰਤਰ ਅਤੇ ਗ਼ਰੀਬ ਕਲਿਆਣ ਯੋਜਨਾਵਾਂ ਦੀ ਜਿੱਤ ਹੈ।: [668, 735, 772, 803]
- gaddu-photo-2: [296, 376, 430, 494]
- gaddu-byline: ਪੈਗਾਮ-ਏ-ਜਗਤ/ਲੁਧਿਆਣਾ (ਸਤਨਾਮ ਸਿੰਘ ਸੁਰੋਸ਼ਣ): [12, 377, 91, 398]
- pau-text-col3: ਪੰਚਾਇਤਾਂ ਨਾਲ ਜੁੜਨ ਨਾਲ ਬੀਜ ਦੀ ਕਿਸਾਨਾਂ ਤੱਕ ਸਿੱਧੀ ਪਹੁੰਚ ਨੂੰ ਯਕੀਨੀ ਬਣਾਇਆ ਜਾ ਸਕਦਾ ਹੈ। ਇਸ ਤਰ੍ਹਾਂ ਕਿਸਾਨਾਂ ਨੂੰ ਬਾਜ਼ਾਰ ਦੇ ਗੈਰ-ਪ੍ਰਮਾਣਿਤ ਸਰੋਤਾਂ ਤੋਂ ਬਚਾਇਆ ਜਾ ਸਕਦਾ ਹੈ। ਵੱਡੀ ਮਾਤਰਾ ਵਿੱਚ ਬੀਜ ਖਰੀਦਣ ਵਾਲੇ ਕਿਸਾਨਾਂ ਅਤੇ ਸਭਾਵਾਂ ਲਈ ਵੀ ਇਹ ਮੁਹਿੰਮ ਲਾਹੇਵੰਦ ਸਾਬਤ ਹੋਵੇਗੀ। ਮਾਹਿਰਾਂ ਨੇ ਨਿੱਜੀ ਸੰਪਰਕ ਦੌਰਾਨ ਕਿਸਾਨਾਂ ਨੂੰ ਫ਼ਸਲਾਂ ਦੀ ਸੰਭਾਲ ਬਾਰੇ ਸਲਾਹ ਦਿੱਤੀ ਅਤੇ ਉਨ੍ਹਾਂ ਦੇ ਸਵਾਲਾਂ ਦੇ ਜਵਾਬ ਦਿੱਤੇ। ਕਿਸਾਨਾਂ ਨੇ ਇਸ ਪਹਿਲਕਦਮੀ ਦੀ ਸ਼ਲਾਘਾ ਕੀਤੀ ਹੈ।: [336, 237, 502, 328]
- bjp-photo: [776, 734, 864, 842]
- mohali-text-col3: ਗੋਲਡੀ ਜੀ ਨੇ ਨਵੇਂ ਸ਼ਾਮਲ ਹੋਏ ਪਰਿਵਾਰਾਂ ਦਾ ਦਿਲੋਂ ਸਵਾਗਤ ਕੀਤਾ ਅਤੇ ਕਿਹਾ ਕਿ ਭਾਰਤੀ ਜਨਤਾ ਪਾਰਟੀ ਦੀਆਂ ਲੋਕ ਭਲਾਈ ਨੀਤੀਆਂ ਤੋਂ ਪ੍ਰਭਾਵਿਤ ਹੋ ਕੇ ਲੋਕ ਪਾਰਟੀ ਨਾਲ ਜੁੜ ਰਹੇ ਹਨ। ਉਨ੍ਹਾਂ ਨੇ ਵਿਸ਼ਵਾਸ ਦਿਵਾਇਆ ਕਿ ਹਰ ਵਰਕਰ ਦਾ ਪੂਰਾ ਮਾਣ ਸਤਿਕਾਰ ਕੀਤਾ ਜਾਵੇਗਾ।: [366, 1367, 502, 1435]
- ambedkar-byline: ਨਵਾਂਸ਼ਹਿਰ, 4 ਮਈ (ਪੈਗਾਮ-ਏ-ਜਗਤ): [512, 1013, 569, 1034]
- birthday-title: Happy Birthday: [846, 78, 1010, 104]
- mohali-text-col2: ਕਈ ਪਰਿਵਾਰਾਂ ਨੇ ਭਾਰਤੀ ਜਨਤਾ ਪਾਰਟੀ ਦਾ ਪੱਲਾ ਫੜਿਆ। ਇਸ ਮੌਕੇ ਪਾਰਟੀ ਵਿੱਚ ਸ਼ਾਮਲ ਹੋਣ ਵਾਲਿਆਂ ਵਿੱਚ ਜਸਵੀਰ ਕੌਰ, ਪਰਵਿੰਦਰ ਕੌਰ, ਅਜੀਤ ਸਿੰਘ, ਸੁਰਿੰਦਰ ਸਿੰਘ, ਸੰਦੀਪ ਕੁਮਾਰ ਅਤੇ ਹੋਰ ਸ਼ਾਮਲ ਸਨ।: [152, 1475, 360, 1508]
- pensioners-text-col1: ਪੰਜਾਬ ਰਾਜ ਪੈਨਸ਼ਨਰਜ਼ ਮਹਾਸੰਘ ਖਰੜ ਦੀ ਜਨਰਲ ਇਕੱਤਰਤਾ ਡਾ. ਐਸ ਕੇ ਕਲਸੀ, ਪ੍ਰਧਾਨ ਪੰਜਾਬ ਰਾਜ ਪੈਨਸ਼ਨਰਜ਼ ਮਹਾਸੰਘ ਦੀ ਪ੍ਰਧਾਨਗੀ ਹੇਠ ਹੋਈ। ਇਸ ਮੀਟਿੰਗ ਵਿੱਚ ਸਰਬਸੰਮਤੀ ਨਾਲ ਸਾਲ 2026-27 ਅਤੇ 2027-28 ਲਈ ਨਵੇਂ ਅਹੁਦੇਦਾਰਾਂ ਦੀ ਚੋਣ ਕੀਤੀ ਗਈ।: [512, 1371, 676, 1427]
- bjp-text-col3: ਤਰੱਕੀ ਕਰਾਉਣਾ। ਰਾਜੇਸ਼ ਬਾਘਾ ਨੇ ਕਿਹਾ ਕਿ ਭਾਜਪਾ ਵਿਧਾਨ ਸਭਾ ਚੋਣਾਂ 2027 ਵਿੱਚ ਇਤਿਹਾਸ ਰਚੇਗੀ। ਪੰਜਾਬ ਦੇ ਲੋਕ ਹੁਣ ਬਦਲਾਅ ਚਾਹੁੰਦੇ ਹਨ ਅਤੇ ਭਾਜਪਾ ਦੀਆਂ ਨੀਤੀਆਂ 'ਤੇ ਭਰੋਸਾ ਕਰ ਰਹੇ ਹਨ।: [868, 735, 1020, 779]
- operation-photo: [776, 420, 854, 528]
- pensioners-text-col3: ਮਨਜੀਤ ਸਿੰਘ ਚੌਹਾਨ, ਗੁਰਬਚਨ ਸਿੰਘ, ਸੁਰਿੰਦਰ ਕੁਮਾਰ ਸਿੰਗਲ ਅਤੇ ਗਿਆਨ ਸਿੰਘ ਦੀ ਚੋਣ ਕੀਤੀ ਗਈ। ਇਸ ਮੌਕੇ ਮਹਾਸੰਘ ਨੇ ਸਰਕਾਰ ਤੋਂ ਮੰਗ ਕੀਤੀ ਕਿ ਪੈਨਸ਼ਨਰਾਂ ਦੀਆਂ ਲੰਬਿਤ ਮੰਗਾਂ ਨੂੰ ਜਲਦੀ ਪੂਰਾ ਕੀਤਾ ਜਾਵੇ।: [858, 1347, 1020, 1391]
- bjp-text-col1: ਸਾਬਕਾ ਚੇਅਰਮੈਨ ਅਨੁਸੂਚਿਤ ਜਾਤੀਆਂ ਕਮਿਸ਼ਨ ਪੰਜਾਬ ਤੇ ਸਾਬਕਾ ਚੇਅਰਮੈਨ ਅਤੇ ਭਾਜਪਾ ਪੰਜਾਬ ਦੇ ਉਪ ਪ੍ਰਧਾਨ ਰਾਜੇਸ਼ ਬਾਘਾ ਨੇ ਪੱਛਮੀ ਬੰਗਾਲ, ਪੁਡੂਚੇਰੀ, ਅਸਾਮ ਅਤੇ ਹੋਰ ਰਾਜਾਂ ਵਿੱਚ ਹੋਈਆਂ ਵਿਧਾਨ ਸਭਾ ਚੋਣਾਂ ਵਿੱਚ ਭਾਜਪਾ ਦੀ ਇਤਿਹਾਸਕ ਜਿੱਤ 'ਤੇ ਪ੍ਰਧਾਨ ਮੰਤਰੀ ਨਰਿੰਦਰ ਮੋਦੀ ਨੂੰ ਵਧਾਈ ਦਿੱਤੀ।: [512, 759, 662, 827]
- pau-byline: ਪੈਗਾਮ-ਏ-ਜਗਤ ਹੁਸ਼ਿਆਰਪੁਰ (ਰਜਨੀਸ਼ ਅਰੋੜਾ): [12, 127, 104, 148]
- pensioners-headline: ਪੰਜਾਬ ਰਾਜ ਪੈਨਸ਼ਨਰਜ਼ ਮਹਾਸੰਘ ਖਰੜ ਦੇ ਅਹੁਦੇਦਾਰਾਂ ਦੀ ਚੋਣ: [512, 1310, 845, 1328]
- column-divider: [506, 68, 507, 334]
